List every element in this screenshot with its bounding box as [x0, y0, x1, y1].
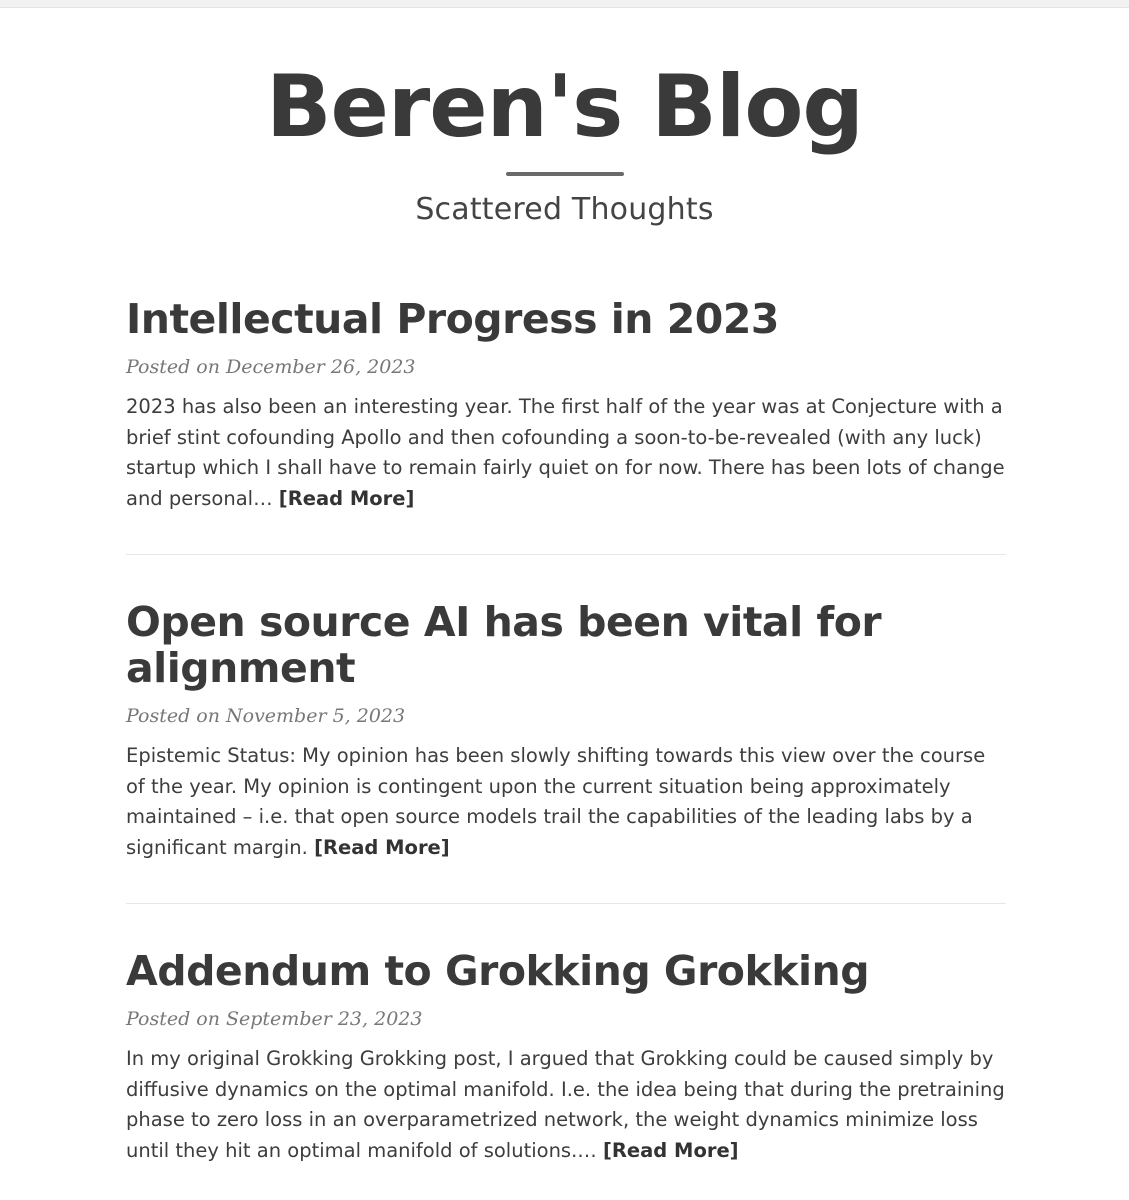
post-excerpt-text: 2023 has also been an interesting year. The first half of the year was at Conjecture with a brief stint cofounding Apollo and then cofounding a soon-to-be-revealed (with any luck) startup which I shall have to remain fairly quiet on for now. There has been lots of change and personal… — [126, 395, 1005, 510]
read-more-link[interactable]: [Read More] — [314, 835, 450, 859]
post-title-link[interactable]: Intellectual Progress in 2023 — [126, 295, 779, 343]
post-preview — [126, 599, 1006, 904]
site-header — [0, 52, 1129, 230]
post-excerpt-text: In my original Grokking Grokking post, I argued that Grokking could be caused simply by diffusive dynamics on the optimal manifold. I.e. the idea being that during the pretraining phase to zero loss in an overparametrized network, the weight dynamics minimize loss until they hit an optimal manifold of solutions.… — [126, 1047, 1005, 1162]
post-preview — [126, 296, 1006, 555]
read-more-link[interactable]: [Read More] — [278, 486, 415, 510]
post-date: Posted on November 5, 2023 — [126, 705, 406, 727]
post-title-link[interactable]: Addendum to Grokking Grokking — [126, 947, 870, 995]
post-title-link[interactable]: Open source AI has been vital for alignment — [126, 598, 882, 692]
post-date: Posted on December 26, 2023 — [126, 356, 416, 378]
post-excerpt-text: Epistemic Status: My opinion has been slowly shifting towards this view over the course of the year. My opinion is contingent upon the current situation being approximately maintained – i.e. that open source models trail the capabilities of the leading labs by a significant margin. — [126, 744, 986, 859]
post-excerpt — [126, 392, 1006, 514]
post-excerpt — [126, 1044, 1006, 1166]
browser-top-strip — [0, 0, 1129, 8]
site-tagline: Scattered Thoughts — [415, 192, 714, 227]
read-more-link[interactable]: [Read More] — [602, 1138, 739, 1162]
title-divider — [506, 172, 624, 176]
site-title[interactable]: Beren's Blog — [266, 57, 863, 157]
post-excerpt — [126, 741, 1006, 863]
post-list — [126, 296, 1006, 1200]
post-preview — [126, 948, 1006, 1200]
post-date: Posted on September 23, 2023 — [126, 1008, 423, 1030]
